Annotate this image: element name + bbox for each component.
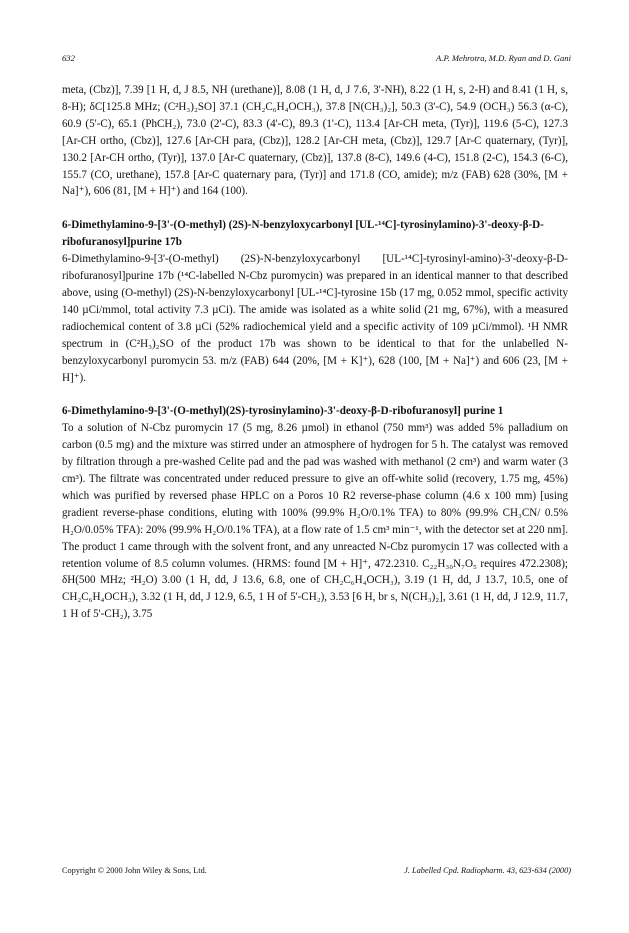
section-gap [62, 386, 568, 403]
section-gap [62, 200, 568, 217]
running-header [62, 53, 571, 63]
running-authors: A.P. Mehrotra, M.D. Ryan and D. Gani [436, 53, 571, 63]
article-body [62, 82, 568, 623]
nmr-data-paragraph: meta, (Cbz)], 7.39 [1 H, d, J 8.5, NH (urethane)], 8.08 (1 H, d, J 7.6, 3'-NH), 8.22 (1 H, s, 2-H) and 8.41 (1 H, s, 8-H); δC[125.8 MHz; (C²H₃)₂SO] 37.1 (CH₂C₆H₄OCH₃), 37.8 [N(CH₃)₂], 50.3 (3'-C), 54.9 (OCH₃) 56.3 (α-C), 60.9 (5'-C), 65.1 (PhCH₂), 73.0 (2'-C), 83.3 (4'-C), 89.3 (1'-C), 113.4 [Ar-CH meta, (Tyr)], 119.6 (5-C), 127.3 [Ar-CH ortho, (Cbz)], 127.6 [Ar-CH para, (Cbz)], 128.2 [Ar-CH meta, (Cbz)], 129.7 [Ar-C quaternary, (Tyr)], 130.2 [Ar-CH ortho, (Tyr)], 137.0 [Ar-C quaternary, (Cbz)], 137.8 (8-C), 149.6 (4-C), 151.8 (2-C), 154.3 (6-C), 155.7 (CO, urethane), 157.8 [Ar-C quaternary para, (Tyr)] and 171.8 (CO, amide); m/z (FAB) 628 (30%, [M + Na]⁺), 606 (81, [M + H]⁺) and 164 (100). [62, 84, 568, 198]
compound-17b-paragraph: 6-Dimethylamino-9-[3'-(O-methyl) (2S)-N-benzyloxycarbonyl [UL-¹⁴C]-tyrosinyl-amino)-3'-deoxy-β-D-ribofuranosyl]purine 17b (¹⁴C-labelled N-Cbz puromycin) was prepared in an identical manner to that described above, using (O-methyl) (2S)-N-benzyloxycarbonyl [UL-¹⁴C]-tyrosine 15b (17 mg, 0.052 mmol, specific activity 140 µCi/mmol, total activity 7.3 µCi). The amide was isolated as a white solid (21 mg, 67%), with a measured radiochemical content of 3.8 µCi (52% radiochemical yield and a specific activity of 109 µCi/mmol). ¹H NMR spectrum in (C²H₃)₂SO of the product 17b was shown to be identical to that for the unlabelled N-benzyloxycarbonyl puromycin 53. m/z (FAB) 644 (20%, [M + K]⁺), 628 (100, [M + Na]⁺) and 606 (23, [M + H]⁺). [62, 253, 568, 384]
journal-citation: J. Labelled Cpd. Radiopharm. 43, 623-634 (2000) [404, 866, 571, 875]
copyright-notice: Copyright © 2000 John Wiley & Sons, Ltd. [62, 866, 207, 875]
page-footer [62, 866, 571, 875]
compound-1-paragraph: To a solution of N-Cbz puromycin 17 (5 mg, 8.26 µmol) in ethanol (750 mm³) was added 5% palladium on carbon (0.5 mg) and the mixture was stirred under an atmosphere of hydrogen for 5 h. The catalyst was removed by filtration through a pre-washed Celite pad and the pad was washed with methanol (2 cm³) and warm water (3 cm³). The filtrate was concentrated under reduced pressure to give an off-white solid (recovery, 1.75 mg, 45%) which was purified by reversed phase HPLC on a Poros 10 R2 reverse-phase column (4.6 x 100 mm) [using gradient reverse-phase conditions, eluting with 100% (99.9% H₂O/0.1% TFA) to 80% (99.9% CH₃CN/ 0.5% H₂O/0.05% TFA): 20% (99.9% H₂O/0.1% TFA), at a flow rate of 1.5 cm³ min⁻¹, with the detector set at 220 nm]. The product 1 came through with the solvent front, and any unreacted N-Cbz puromycin 17 was collected with a retention volume of 8.5 column volumes. (HRMS: found [M + H]⁺, 472.2310. C₂₂H₃₀N₇O₅ requires 472.2308); δH(500 MHz; ²H₂O) 3.00 (1 H, dd, J 13.6, 6.8, one of CH₂C₆H₄OCH₃), 3.19 (1 H, dd, J 13.7, 10.5, one of CH₂C₆H₄OCH₃), 3.32 (1 H, dd, J 12.9, 6.5, 1 H of 5'-CH₂), 3.53 [6 H, br s, N(CH₃)₂], 3.61 (1 H, dd, J 12.9, 11.7, 1 H of 5'-CH₂), 3.75 [62, 422, 568, 621]
compound-1-heading: 6-Dimethylamino-9-[3'-(O-methyl)(2S)-tyrosinylamino)-3'-deoxy-β-D-ribofuranosyl] purine 1 [62, 405, 504, 418]
page-number: 632 [62, 53, 75, 63]
compound-17b-heading: 6-Dimethylamino-9-[3'-(O-methyl) (2S)-N-benzyloxycarbonyl [UL-¹⁴C]-tyrosinylamino)-3'-deoxy-β-D-ribofuranosyl]purine 17b [62, 219, 544, 249]
